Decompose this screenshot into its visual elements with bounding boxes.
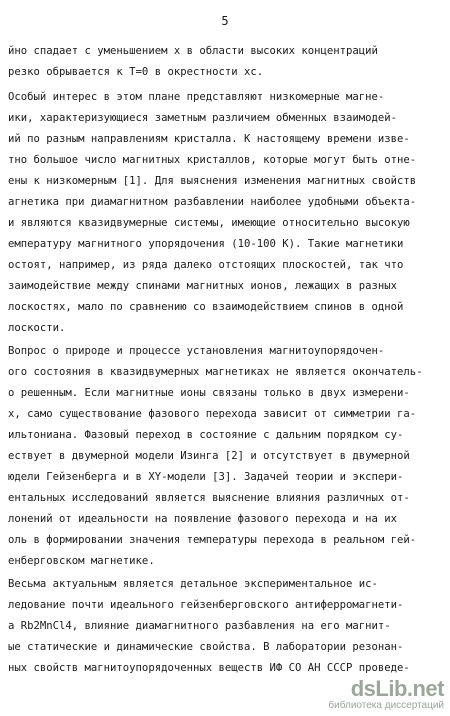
watermark-logo: dsLib.net xyxy=(350,676,444,701)
text-line: Особый интерес в этом плане представляют низкомерные магне- xyxy=(8,91,385,103)
text-line: о решенным. Если магнитные ионы связаны только в двух измерени- xyxy=(8,387,410,399)
text-line: енберговском магнетике. xyxy=(8,555,155,567)
text-line: заимодействие между спинами магнитных ионов, лежащих в разных xyxy=(8,280,398,292)
text-line: Вопрос о природе и процессе установления магнитоупорядочен- xyxy=(8,345,385,357)
text-line: ных свойств магнитоупорядоченных веществ ИФ СО АН СССР проведе- xyxy=(8,662,410,674)
text-line: йно спадает с уменьшением x в области высоких концентраций xyxy=(8,45,378,57)
text-line: ого состояния в квазидвумерных магнетиках не является окончатель- xyxy=(8,366,423,378)
text-line: ые статические и динамические свойства. В лаборатории резонан- xyxy=(8,641,404,653)
text-line: агнетика при диамагнитном разбавлении наиболее удобными объекта- xyxy=(8,196,417,208)
text-line: ильтониана. Фазовый переход в состояние с дальним порядком су- xyxy=(8,429,404,441)
text-line: остоят, например, из ряда далеко отстоящих плоскостей, так что xyxy=(8,259,404,271)
text-line: ледование почти идеального гейзенберговского антиферромагнети- xyxy=(8,599,404,611)
text-line: лоскости. xyxy=(8,322,66,334)
text-line: Весьма актуальным является детальное экспериментальное ис- xyxy=(8,578,378,590)
text-line: а Rb2MnCl4, влияние диамагнитного разбавления на его магнит- xyxy=(8,620,391,632)
text-line: ики, характеризующиеся заметным различием обменных взаимодей- xyxy=(8,112,398,124)
page-number: 5 xyxy=(221,14,229,28)
text-line: лоскостях, мало по сравнению со взаимодействием спинов в одной xyxy=(8,301,404,313)
dslib-watermark[interactable] xyxy=(260,676,444,710)
text-line: емпературу магнитного упорядочения (10-100 К). Такие магнетики xyxy=(8,238,404,250)
text-line: юдели Гейзенберга и в XY-модели [3]. Задачей теории и экспери- xyxy=(8,471,404,483)
text-line: оль в формировании значения температуры перехода в реальном гей- xyxy=(8,534,417,546)
watermark-subtitle: библиотека диссертаций xyxy=(328,700,444,711)
text-line: ествует в двумерной модели Изинга [2] и отсутствует в двумерной xyxy=(8,450,410,462)
text-line: х, само существование фазового перехода зависит от симметрии га- xyxy=(8,408,417,420)
text-line: ий по разным направлениям кристалла. К настоящему времени изве- xyxy=(8,133,410,145)
text-line: ентальных исследований является выяснение влияния различных от- xyxy=(8,492,410,504)
text-line: ены к низкомерным [1]. Для выяснения изменения магнитных свойств xyxy=(8,175,417,187)
text-line: резко обрывается к T=0 в окрестности xc. xyxy=(8,66,264,78)
text-line: лонений от идеальности на появление фазового перехода и на их xyxy=(8,513,398,525)
text-line: тно большое число магнитных кристаллов, которые могут быть отне- xyxy=(8,154,417,166)
text-line: и являются квазидвумерные системы, имеющие относительно высокую xyxy=(8,217,410,229)
